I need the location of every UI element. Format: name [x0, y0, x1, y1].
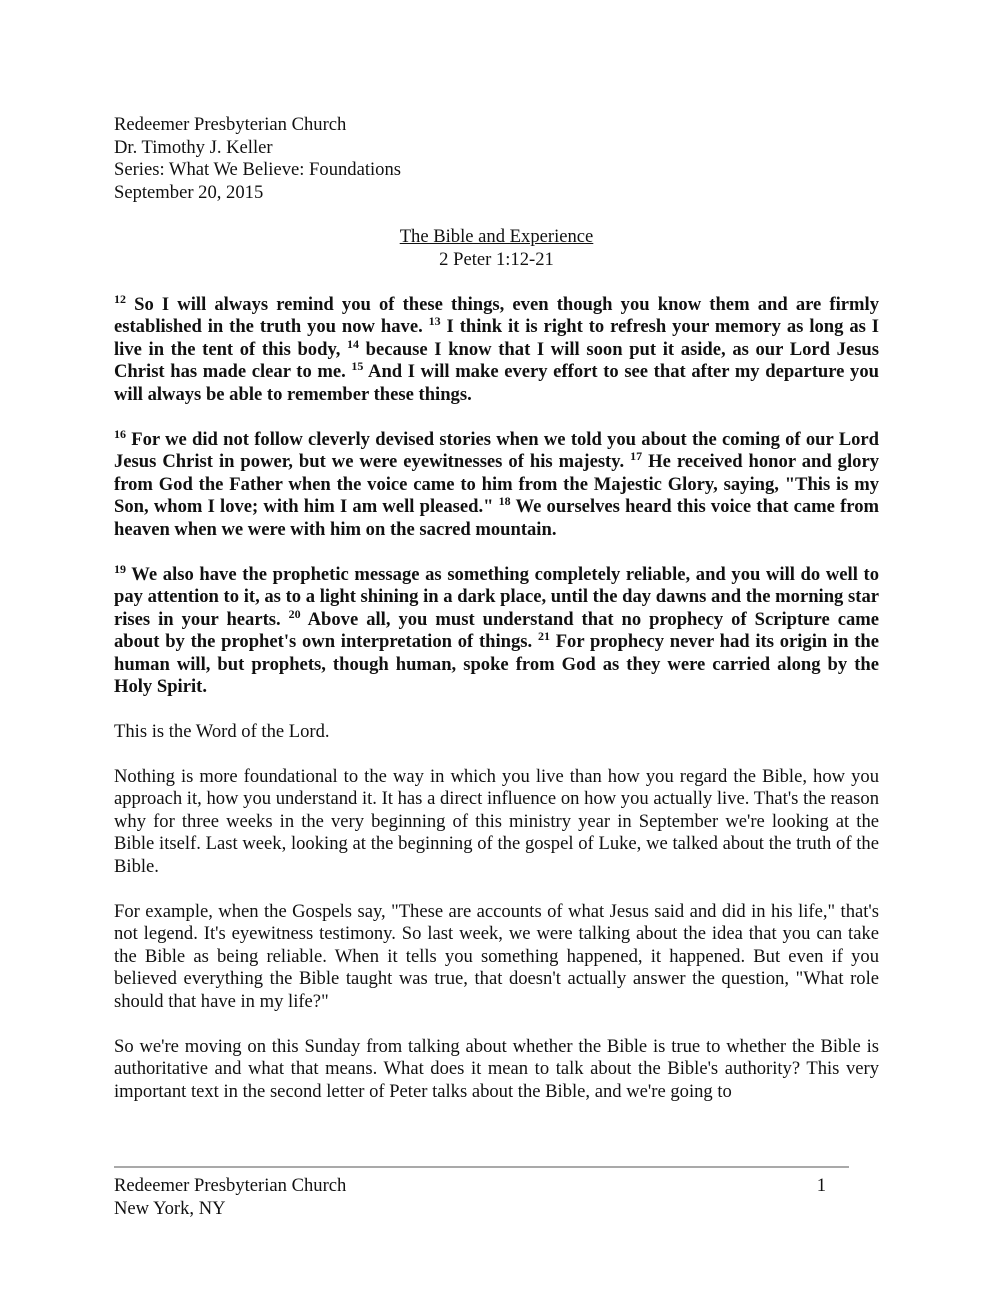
body-paragraph: Nothing is more foundational to the way in which you live than how you regard the Bible, how you approach it, how you understand it. It has a direct influence on how you actually live. That's the reason why for three weeks in the very beginning of this ministry year in September we're looking at the Bible itself. Last week, looking at the beginning of the gospel of Luke, we talked about the truth of the Bible. — [114, 765, 879, 878]
sermon-title: The Bible and Experience — [399, 226, 594, 248]
verse-text: because I know that I will soon put it aside, as our Lord Jesus Christ has made clear to me. — [114, 338, 880, 383]
verse-number: 12 — [114, 291, 126, 306]
verse-number: 17 — [630, 449, 643, 464]
body-paragraph: For example, when the Gospels say, "These are accounts of what Jesus said and did in his life," that's not legend. It's eyewitness testimony. So last week, we were talking about the idea that you can take the Bible as being reliable. When it tells you something happened, it happened. But even if you believed everything the Bible taught was true, that doesn't actually answer the question, "What role should that have in my life?" — [114, 900, 879, 1012]
verse-number: 16 — [114, 426, 126, 441]
header-block — [114, 114, 879, 204]
preacher-name: Dr. Timothy J. Keller — [114, 136, 273, 158]
verse-text: Above all, you must understand that no prophecy of Scripture came about by the prophet's own interpretation of things. — [114, 608, 879, 653]
document-page — [114, 114, 879, 1103]
verse-number: 13 — [428, 314, 441, 329]
verse-number: 20 — [288, 606, 301, 621]
verse-text: So I will always remind you of these things, even though you know them and are firmly established in the truth you now have. — [114, 293, 879, 338]
verse-number: 18 — [498, 494, 511, 509]
page-number: 1 — [816, 1175, 826, 1196]
scripture-paragraph — [114, 426, 879, 542]
scripture-paragraph — [114, 291, 880, 407]
verse-text: For we did not follow cleverly devised stories when we told you about the coming of our Lord Jesus Christ in power, but we were eyewitnesses of his majesty. — [114, 428, 879, 473]
verse-text: We also have the prophetic message as something completely reliable, and you will do well to pay attention to it, as to a light shining in a dark place, until the day dawns and the morning star rises in your hearts. — [114, 563, 879, 630]
sermon-body — [114, 721, 879, 1103]
page-footer — [114, 1175, 826, 1220]
scripture-reference: 2 Peter 1:12-21 — [439, 248, 554, 270]
sermon-date: September 20, 2015 — [114, 181, 264, 203]
verse-number: 19 — [114, 561, 126, 576]
verse-number: 21 — [537, 629, 550, 644]
title-block — [114, 226, 879, 271]
footer-church-name: Redeemer Presbyterian Church — [114, 1175, 347, 1196]
verse-text: He received honor and glory from God the Father when the voice came to him from the Majestic Glory, saying, "This is my Son, whom I love; with him I am well pleased." — [114, 451, 879, 518]
verse-text: And I will make every effort to see that after my departure you will always be able to remember these things. — [114, 361, 879, 405]
verse-number: 15 — [351, 359, 364, 374]
body-paragraph: This is the Word of the Lord. — [114, 721, 330, 743]
body-paragraph: So we're moving on this Sunday from talking about whether the Bible is true to whether the Bible is authoritative and what that means. What does it mean to talk about the Bible's authority? This very important text in the second letter of Peter talks about the Bible, and we're going to — [114, 1035, 879, 1102]
verse-text: For prophecy never had its origin in the human will, but prophets, though human, spoke from God as they were carried along by the Holy Spirit. — [114, 631, 880, 698]
footer-divider — [114, 1166, 849, 1168]
scripture-paragraph — [114, 561, 880, 700]
scripture-passage — [114, 291, 880, 700]
series-name: Series: What We Believe: Foundations — [114, 159, 402, 181]
verse-text: I think it is right to refresh your memory as long as I live in the tent of this body, — [114, 316, 880, 360]
verse-text: We ourselves heard this voice that came from heaven when we were with him on the sacred mountain. — [114, 496, 879, 540]
church-name: Redeemer Presbyterian Church — [114, 114, 347, 135]
verse-number: 14 — [347, 336, 360, 351]
footer-location: New York, NY — [114, 1197, 226, 1219]
